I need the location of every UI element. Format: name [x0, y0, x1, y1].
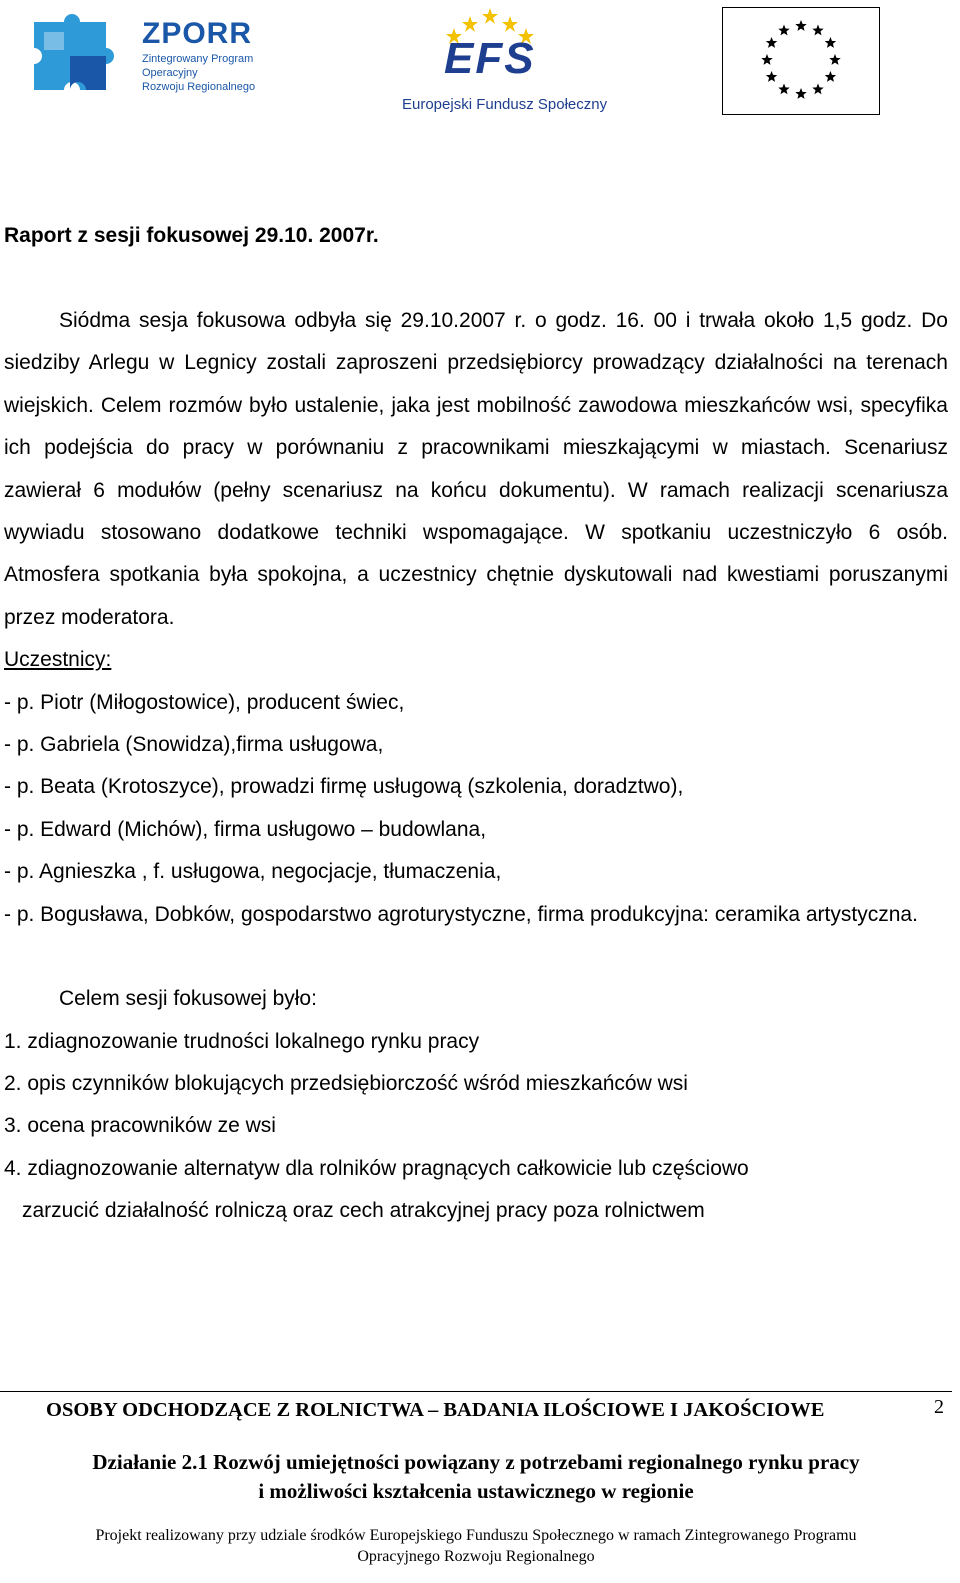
footer-project-text	[0, 1525, 952, 1567]
eu-stars-icon	[723, 8, 879, 114]
zporr-subtitle-3: Rozwoju Regionalnego	[142, 81, 256, 93]
zporr-title: ZPORR	[142, 17, 252, 50]
zporr-subtitle-1: Zintegrowany Program	[142, 53, 254, 65]
goal-item: 4. zdiagnozowanie alternatyw dla rolników pragnących całkowicie lub częściowo	[4, 1156, 749, 1180]
participant-item: - p. Beata (Krotoszyce), prowadzi firmę usługową (szkolenia, doradztwo),	[4, 775, 684, 799]
footer-running-title: OSOBY ODCHODZĄCE Z ROLNICTWA – BADANIA ILOŚCIOWE I JAKOŚCIOWE	[46, 1399, 825, 1421]
zporr-logo	[26, 12, 266, 108]
eu-star-icon	[812, 25, 823, 36]
goal-item: 2. opis czynników blokujących przedsiębiorczość wśród mieszkańców wsi	[4, 1071, 688, 1095]
efs-logo	[400, 4, 608, 116]
footer-action-line-2: i możliwości kształcenia ustawicznego w regionie	[258, 1479, 694, 1503]
zporr-subtitle-2: Operacyjny	[142, 67, 198, 79]
eu-star-icon	[766, 71, 777, 82]
eu-star-icon	[825, 71, 836, 82]
eu-star-icon	[795, 88, 806, 99]
participant-item: - p. Agnieszka , f. usługowa, negocjacje, tłumaczenia,	[4, 860, 502, 884]
eu-flag-logo	[722, 7, 880, 115]
report-title: Raport z sesji fokusowej 29.10. 2007r.	[4, 224, 379, 247]
participants-heading: Uczestnicy:	[4, 648, 112, 672]
eu-star-icon	[778, 25, 789, 36]
participant-item: - p. Bogusława, Dobków, gospodarstwo agroturystyczne, firma produkcyjna: ceramika artystyczna.	[4, 902, 918, 926]
document-body	[4, 216, 948, 1233]
eu-star-icon	[766, 37, 777, 48]
intro-paragraph: Siódma sesja fokusowa odbyła się 29.10.2007 r. o godz. 16. 00 i trwała około 1,5 godz. Do siedziby Arlegu w Legnicy zostali zaproszeni przedsiębiorcy prowadzący działalności na terenach wiejskich. Celem rozmów było ustalenie, jaka jest mobilność zawodowa mieszkańców wsi, specyfika ich podejścia do pracy w porównaniu z pracownikami mieszkającymi w miastach. Scenariusz zawierał 6 modułów (pełny scenariusz na końcu dokumentu). W ramach realizacji scenariusza wywiadu stosowano dodatkowe techniki wspomagające. W spotkaniu uczestniczyło 6 osób. Atmosfera spotkania była spokojna, a uczestnicy chętnie dyskutowali nad kwestiami poruszanymi przez moderatora.	[4, 309, 948, 629]
puzzle-icon	[26, 12, 126, 108]
goal-item: 3. ocena pracowników ze wsi	[4, 1114, 276, 1138]
participant-item: - p. Gabriela (Snowidza),firma usługowa,	[4, 733, 384, 757]
footer-action-text	[0, 1448, 952, 1506]
goal-item: 1. zdiagnozowanie trudności lokalnego rynku pracy	[4, 1029, 480, 1053]
footer-project-line-2: Opracyjnego Rozwoju Regionalnego	[357, 1548, 595, 1565]
footer-action-line-1: Działanie 2.1 Rozwój umiejętności powiązany z potrzebami regionalnego rynku pracy	[92, 1450, 860, 1474]
participant-item: - p. Piotr (Miłogostowice), producent świec,	[4, 690, 405, 714]
eu-star-icon	[778, 83, 789, 94]
participant-item: - p. Edward (Michów), firma usługowo – budowlana,	[4, 817, 487, 841]
efs-title: EFS	[444, 34, 536, 83]
eu-star-icon	[825, 37, 836, 48]
footer-divider	[0, 1391, 952, 1392]
footer-project-line-1: Projekt realizowany przy udziale środków Europejskiego Funduszu Społecznego w ramach Zintegrowanego Programu	[95, 1527, 857, 1544]
efs-subtitle: Europejski Fundusz Społeczny	[402, 96, 608, 113]
eu-star-icon	[795, 20, 806, 31]
goals-heading: Celem sesji fokusowej było:	[59, 987, 317, 1011]
zporr-text	[142, 16, 255, 94]
eu-star-icon	[812, 83, 823, 94]
goal-item-continuation: zarzucić działalność rolniczą oraz cech atrakcyjnej pracy poza rolnictwem	[22, 1199, 705, 1223]
eu-star-icon	[761, 54, 772, 65]
page-number: 2	[934, 1396, 944, 1418]
eu-star-icon	[829, 54, 840, 65]
